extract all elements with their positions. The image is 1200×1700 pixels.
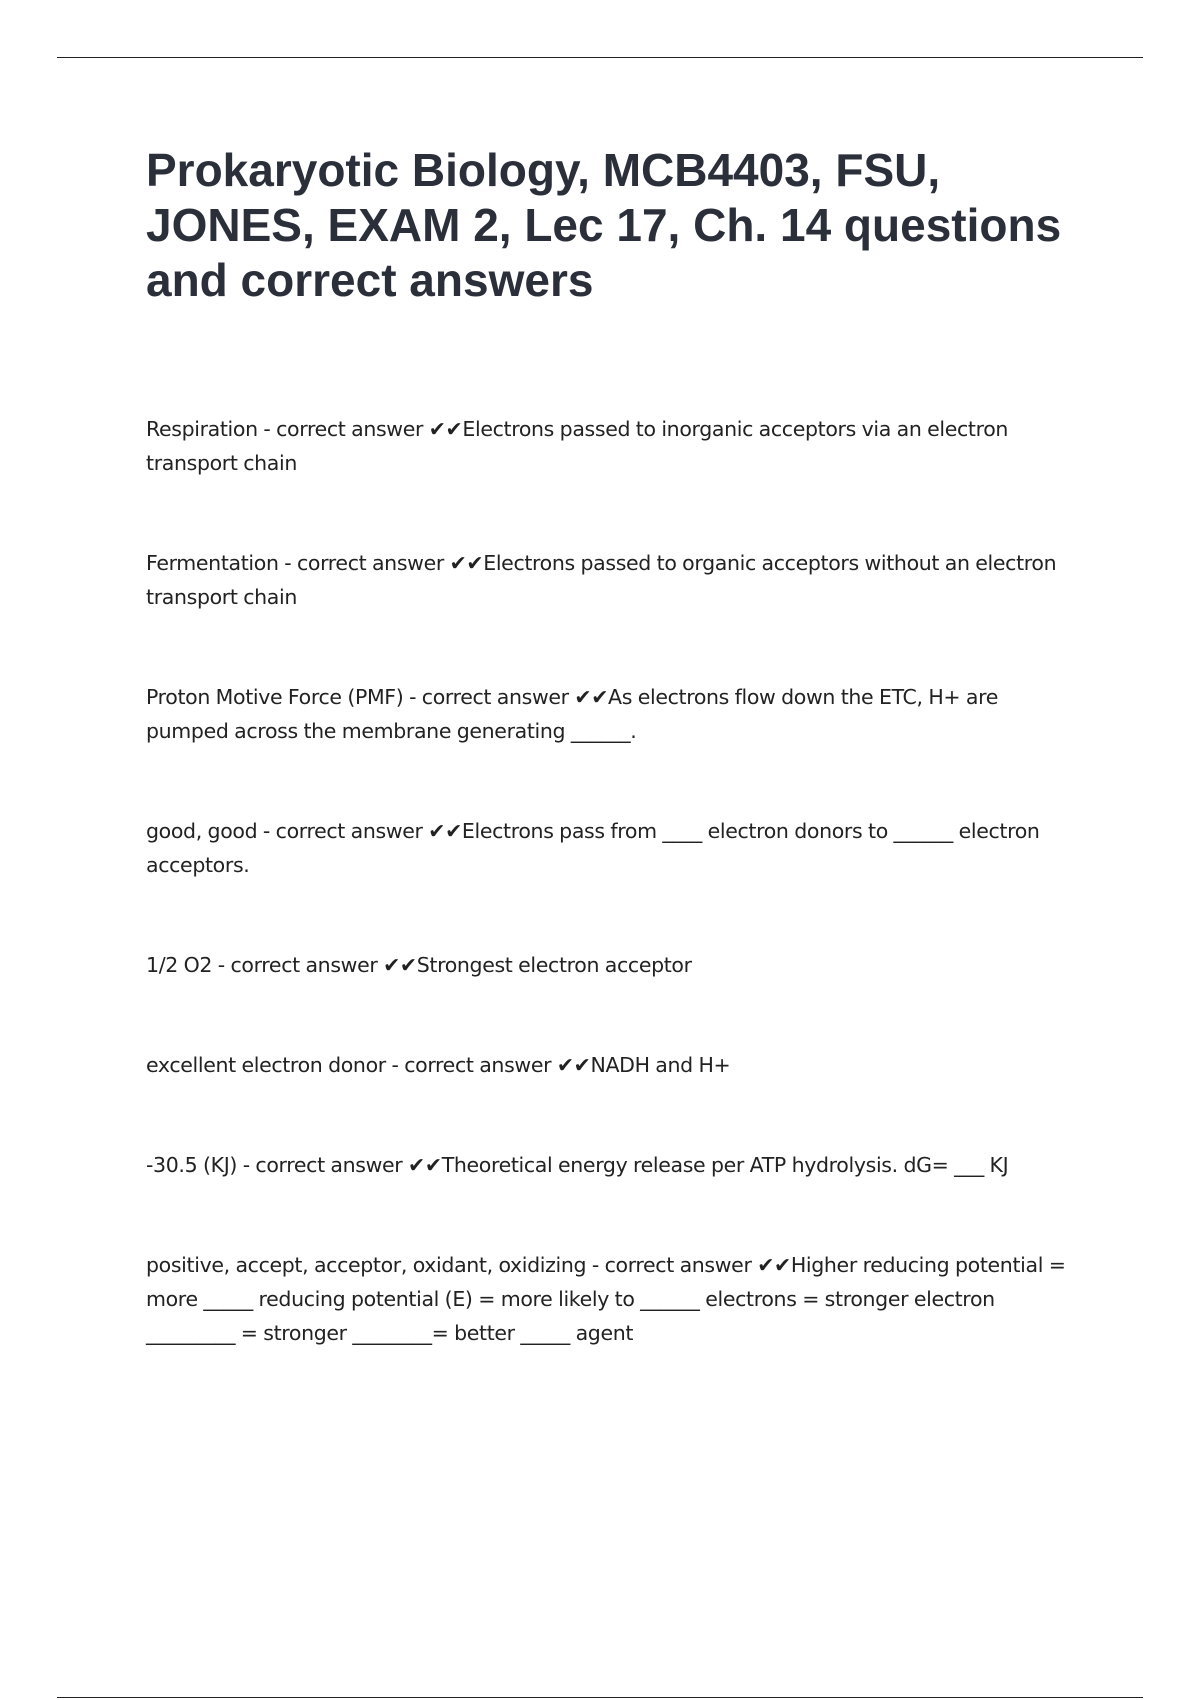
qa-answer: NADH and H+ <box>590 1053 731 1077</box>
qa-term: Proton Motive Force (PMF) <box>146 685 404 709</box>
qa-separator: - correct answer ✔✔ <box>237 1153 442 1177</box>
qa-separator: - correct answer ✔✔ <box>586 1253 791 1277</box>
qa-item-fermentation <box>146 546 1076 614</box>
qa-item-reducing-potential <box>146 1248 1076 1350</box>
qa-answer: Strongest electron acceptor <box>416 953 692 977</box>
qa-answer: Electrons passed to inorganic acceptors via an electron transport chain <box>146 417 1009 475</box>
qa-answer: As electrons flow down the ETC, H+ are pumped across the membrane generating ______. <box>146 685 999 743</box>
qa-term: Respiration <box>146 417 258 441</box>
qa-item-good-good <box>146 814 1076 882</box>
qa-separator: - correct answer ✔✔ <box>385 1053 591 1077</box>
qa-term: good, good <box>146 819 258 843</box>
top-rule <box>57 57 1143 58</box>
qa-answer: Higher reducing potential = more _____ reducing potential (E) = more likely to ______ electrons = stronger electron _________ = stronger ________= better _____ agent <box>146 1253 1066 1345</box>
qa-item-respiration <box>146 412 1076 480</box>
qa-term: 1/2 O2 <box>146 953 213 977</box>
qa-item-half-o2 <box>146 948 1076 982</box>
qa-term: positive, accept, acceptor, oxidant, oxidizing <box>146 1253 587 1277</box>
qa-answer: Electrons passed to organic acceptors without an electron transport chain <box>146 551 1057 609</box>
qa-item-electron-donor <box>146 1048 1076 1082</box>
bottom-rule <box>57 1697 1143 1698</box>
qa-term: -30.5 (KJ) <box>146 1153 238 1177</box>
qa-term: Fermentation <box>146 551 279 575</box>
qa-separator: - correct answer ✔✔ <box>403 685 609 709</box>
qa-term: excellent electron donor <box>146 1053 386 1077</box>
qa-separator: - correct answer ✔✔ <box>278 551 484 575</box>
qa-answer: Theoretical energy release per ATP hydrolysis. dG= ___ KJ <box>441 1153 1009 1177</box>
qa-separator: - correct answer ✔✔ <box>212 953 417 977</box>
qa-item-atp-hydrolysis <box>146 1148 1076 1182</box>
qa-item-pmf <box>146 680 1076 748</box>
document-title: Prokaryotic Biology, MCB4403, FSU, JONES, EXAM 2, Lec 17, Ch. 14 questions and correct answers <box>146 144 1062 306</box>
qa-answer: Electrons pass from ____ electron donors to ______ electron acceptors. <box>146 819 1040 877</box>
qa-separator: - correct answer ✔✔ <box>257 417 463 441</box>
qa-separator: - correct answer ✔✔ <box>257 819 462 843</box>
qa-list <box>146 412 1076 1416</box>
